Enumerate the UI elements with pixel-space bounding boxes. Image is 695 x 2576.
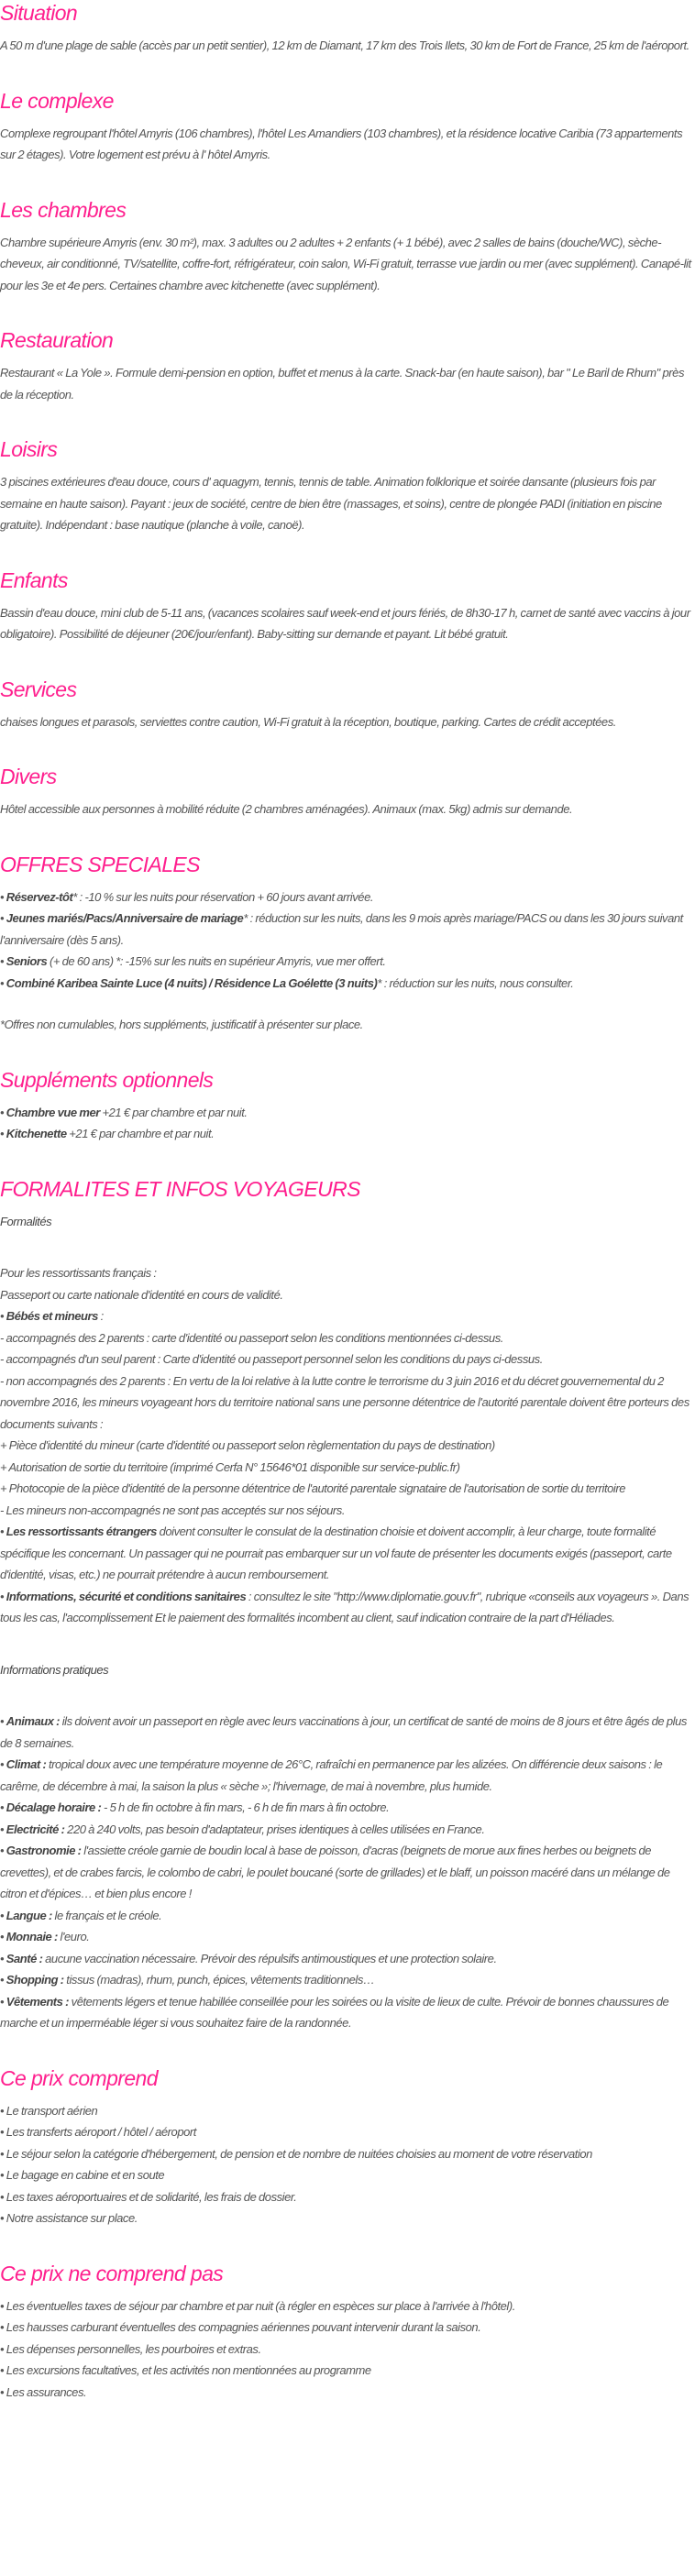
offer-name: Jeunes mariés/Pacs/Anniversaire de mariage	[6, 911, 244, 925]
subheading-infos-pratiques: Informations pratiques	[0, 1662, 109, 1677]
section-text: A 50 m d'une plage de sable (accès par un petit sentier), 12 km de Diamant, 17 km des Trois Ilets, 30 km de Fort de France, 25 km de l'aéroport.	[0, 39, 689, 52]
spacer	[0, 1232, 695, 1253]
bullet-icon: •	[0, 1714, 6, 1728]
formalite-line	[0, 1262, 695, 1284]
offer-text: * : réduction sur les nuits, nous consulter.	[377, 975, 574, 990]
section-text: 3 piscines extérieures d'eau douce, cours d' aquagym, tennis, tennis de table. Animation folklorique et soirée dansante (plusieurs fois par semaine en haute saison). Payant : jeux de société, centre de bien être (massages, et soins), centre de plongée PADI (initiation en piscine gratuite). Indépendant : base nautique (planche à voile, canoë).	[0, 475, 662, 532]
offers-list	[0, 886, 695, 995]
bullet-icon: •	[0, 1127, 6, 1140]
bullet-icon: •	[0, 1951, 6, 1965]
bullet-icon: •	[0, 1844, 6, 1857]
formalite-line	[0, 1500, 695, 1522]
included-item: • Notre assistance sur place.	[0, 2211, 138, 2225]
bullet-icon: •	[0, 1973, 6, 1987]
offer-text: (+ de 60 ans) *: -15% sur les nuits en supérieur Amyris, vue mer offert.	[47, 954, 386, 968]
line-label: Les ressortissants étrangers	[6, 1525, 157, 1538]
info-label: Animaux :	[6, 1714, 61, 1728]
section-title: OFFRES SPECIALES	[0, 852, 200, 876]
section-text: Chambre supérieure Amyris (env. 30 m²), max. 3 adultes ou 2 adultes + 2 enfants (+ 1 bébé), avec 2 salles de bains (douche/WC), sèche-cheveux, air conditionné, TV/satellite, coffre-fort, réfrigérateur, coin salon, Wi-Fi gratuit, terrasse vue jardin ou mer (avec supplément). Canapé-lit pour les 3e et 4e pers. Certaines chambre avec kitchenette (avec supplément).	[0, 235, 691, 292]
section-title: Services	[0, 677, 77, 701]
supplement-item	[0, 1102, 695, 1124]
supplement-price: +21 € par chambre et par nuit.	[99, 1105, 248, 1119]
section-situation	[0, 0, 695, 57]
formalite-line	[0, 1521, 695, 1586]
section-title: Restauration	[0, 328, 114, 352]
formalite-line	[0, 1305, 695, 1327]
offer-name: Réservez-tôt	[6, 889, 73, 904]
section-text: chaises longues et parasols, serviettes contre caution, Wi-Fi gratuit à la réception, boutique, parking. Cartes de crédit acceptées.	[0, 714, 616, 729]
bullet-icon: •	[0, 1589, 6, 1603]
info-label: Climat :	[6, 1757, 47, 1771]
included-item: • Le bagage en cabine et en soute	[0, 2168, 165, 2182]
bullet-icon: •	[0, 954, 6, 968]
line-text: + Autorisation de sortie du territoire (imprimé Cerfa N° 15646*01 disponible sur service-public.fr)	[0, 1459, 460, 1474]
info-item	[0, 1754, 695, 1797]
section-loisirs	[0, 436, 695, 536]
offer-name: Seniors	[6, 954, 48, 968]
line-text: : consultez le site "http://www.diplomatie.gouv.fr", rubrique «conseils aux voyageurs ». Dans tous les cas, l'accomplissement Et le paiement des formalités incombent au client, sauf indication contraire de la part d'Héliades.	[0, 1589, 689, 1624]
line-text: doivent consulter le consulat de la destination choisie et doivent accomplir, à leur charge, toute formalité spécifique les concernant. Un passager qui ne pourrait pas embarquer sur un vol faute de présenter les documents exigés (passeport, carte d'identité, visas, etc.) ne pourrait prétendre à aucun remboursement.	[0, 1525, 672, 1581]
offer-name: Combiné Karibea Sainte Luce (4 nuits) / Résidence La Goélette (3 nuits)	[6, 975, 378, 990]
info-label: Langue :	[6, 1908, 52, 1922]
bullet-icon: •	[0, 1309, 6, 1323]
info-item	[0, 1905, 695, 1927]
supplement-name: Chambre vue mer	[6, 1105, 100, 1119]
offer-item	[0, 951, 695, 973]
subheading-formalites: Formalités	[0, 1214, 52, 1228]
line-text: Pour les ressortissants français :	[0, 1266, 157, 1280]
offer-item	[0, 973, 695, 995]
bullet-icon: •	[0, 1930, 6, 1943]
offer-item	[0, 886, 695, 908]
bullet-icon: •	[0, 889, 6, 904]
info-item	[0, 1991, 695, 2034]
formalite-line	[0, 1284, 695, 1306]
info-text: tissus (madras), rhum, punch, épices, vêtements traditionnels…	[63, 1973, 375, 1987]
info-text: l'euro.	[57, 1930, 90, 1943]
line-label: Bébés et mineurs	[6, 1309, 98, 1323]
info-label: Vêtements :	[6, 1994, 70, 2009]
supplement-item	[0, 1123, 695, 1145]
formalite-line	[0, 1435, 695, 1457]
offer-text: * : -10 % sur les nuits pour réservation + 60 jours avant arrivée.	[72, 889, 374, 904]
info-item	[0, 1711, 695, 1754]
section-title: Enfants	[0, 567, 68, 592]
section-title: Le complexe	[0, 88, 114, 113]
bullet-icon: •	[0, 1757, 6, 1771]
bullet-icon: •	[0, 975, 6, 990]
excluded-item: • Les éventuelles taxes de séjour par chambre et par nuit (à régler en espèces sur place à l'arrivée à l'hôtel).	[0, 2298, 515, 2313]
section-text: Hôtel accessible aux personnes à mobilité réduite (2 chambres aménagées). Animaux (max. 5kg) admis sur demande.	[0, 802, 573, 816]
info-label: Décalage horaire :	[6, 1800, 102, 1814]
section-prix-comprend	[0, 2065, 695, 2229]
bullet-icon: •	[0, 1800, 6, 1814]
info-label: Shopping :	[6, 1973, 64, 1987]
excluded-item: • Les assurances.	[0, 2384, 87, 2399]
bullet-icon: •	[0, 1994, 6, 2009]
info-item	[0, 1948, 695, 1970]
section-supplements	[0, 1067, 695, 1145]
info-label: Gastronomie :	[6, 1844, 82, 1857]
offer-text: * : réduction sur les nuits, dans les 9 mois après mariage/PACS ou dans les 30 jours suivant l'anniversaire (dès 5 ans).	[0, 911, 683, 947]
info-text: le français et le créole.	[51, 1908, 162, 1922]
section-divers	[0, 764, 695, 820]
excluded-list	[0, 2295, 695, 2404]
bullet-icon: •	[0, 1525, 6, 1538]
info-text: 220 à 240 volts, pas besoin d'adaptateur, prises identiques à celles utilisées en France.	[64, 1822, 485, 1836]
info-item	[0, 1969, 695, 1991]
info-text: aucune vaccination nécessaire. Prévoir des répulsifs antimoustiques et une protection solaire.	[42, 1951, 497, 1965]
bullet-icon: •	[0, 1908, 6, 1922]
supplement-price: +21 € par chambre et par nuit.	[66, 1127, 215, 1140]
line-text: - accompagnés des 2 parents : carte d'identité ou passeport selon les conditions mentionnées ci-dessus.	[0, 1330, 503, 1345]
included-item: • Le transport aérien	[0, 2103, 98, 2118]
section-title: Situation	[0, 1, 78, 25]
section-title: Loisirs	[0, 437, 58, 461]
included-item: • Le séjour selon la catégorie d'hébergement, de pension et de nombre de nuitées choisies au moment de votre réservation	[0, 2146, 592, 2161]
formalite-line	[0, 1349, 695, 1371]
bullet-icon: •	[0, 1822, 6, 1836]
bullet-icon: •	[0, 1105, 6, 1119]
offer-item	[0, 908, 695, 951]
line-text: Passeport ou carte nationale d'identité en cours de validité.	[0, 1287, 283, 1302]
info-text: - 5 h de fin octobre à fin mars, - 6 h de fin mars à fin octobre.	[101, 1800, 390, 1814]
formalite-line	[0, 1327, 695, 1349]
offers-footnote: *Offres non cumulables, hors suppléments, justificatif à présenter sur place.	[0, 1018, 363, 1031]
info-label: Santé :	[6, 1951, 43, 1965]
section-enfants	[0, 567, 695, 645]
section-prix-ne-comprend-pas	[0, 2261, 695, 2404]
section-complexe	[0, 88, 695, 166]
section-text: Restaurant « La Yole ». Formule demi-pension en option, buffet et menus à la carte. Snack-bar (en haute saison), bar " Le Baril de Rhum" près de la réception.	[0, 366, 684, 402]
supplements-list	[0, 1102, 695, 1145]
line-text: - accompagnés d'un seul parent : Carte d'identité ou passeport personnel selon les conditions du pays ci-dessus.	[0, 1352, 543, 1366]
excluded-item: • Les excursions facultatives, et les activités non mentionnées au programme	[0, 2363, 371, 2377]
included-item: • Les transferts aéroport / hôtel / aéroport	[0, 2125, 196, 2139]
info-label: Electricité :	[6, 1822, 65, 1836]
info-text: vêtements légers et tenue habillée conseillée pour les soirées ou la visite de lieux de culte. Prévoir de bonnes chaussures de marche et un imperméable léger si vous souhaitez faire de la randonnée.	[0, 1994, 669, 2030]
excluded-item: • Les dépenses personnelles, les pourboires et extras.	[0, 2341, 261, 2356]
supplement-name: Kitchenette	[6, 1127, 67, 1140]
formalites-list	[0, 1262, 695, 1629]
formalite-line	[0, 1371, 695, 1436]
formalite-line	[0, 1586, 695, 1629]
section-title: Ce prix comprend	[0, 2065, 158, 2090]
info-item	[0, 1840, 695, 1905]
infos-pratiques-list	[0, 1711, 695, 2034]
formalite-line	[0, 1478, 695, 1500]
excluded-item: • Les hausses carburant éventuelles des compagnies aériennes pouvant intervenir durant la saison.	[0, 2320, 481, 2334]
formalite-line	[0, 1457, 695, 1479]
section-title: FORMALITES ET INFOS VOYAGEURS	[0, 1176, 360, 1201]
section-formalites	[0, 1176, 695, 2034]
info-text: ils doivent avoir un passeport en règle avec leurs vaccinations à jour, un certificat de santé de moins de 8 jours et être âgés de plus de 8 semaines.	[0, 1714, 687, 1750]
section-text: Complexe regroupant l'hôtel Amyris (106 chambres), l'hôtel Les Amandiers (103 chambres), et la résidence locative Caribia (73 appartements sur 2 étages). Votre logement est prévu à l' hôtel Amyris.	[0, 126, 683, 161]
line-text: + Photocopie de la pièce d'identité de la personne détentrice de l'autorité parentale signataire de l'autorisation de sortie du territoire	[0, 1481, 626, 1495]
section-title: Les chambres	[0, 197, 127, 222]
section-chambres	[0, 197, 695, 297]
info-text: l'assiette créole garnie de boudin local à base de poisson, d'acras (beignets de morue aux fines herbes ou beignets de crevettes), et de crabes farcis, le colombo de cabri, le poulet boucané (sorte de grillades) et le blaff, un poisson macéré dans un mélange de citron et d'épices… et bien plus encore !	[0, 1844, 670, 1900]
line-text: - Les mineurs non-accompagnés ne sont pas acceptés sur nos séjours.	[0, 1503, 346, 1517]
included-list	[0, 2100, 695, 2229]
section-offres-speciales	[0, 852, 695, 1036]
info-item	[0, 1819, 695, 1841]
section-title: Ce prix ne comprend pas	[0, 2261, 224, 2285]
line-text: :	[97, 1309, 104, 1323]
bullet-icon: •	[0, 911, 6, 925]
spacer	[0, 1629, 695, 1650]
spacer	[0, 1680, 695, 1701]
section-title: Divers	[0, 765, 57, 788]
info-item	[0, 1926, 695, 1948]
info-text: tropical doux avec une température moyenne de 26°C, rafraîchi en permanence par les alizées. On différencie deux saisons : le carême, de décembre à mai, la saison la plus « sèche »; l'hivernage, de mai à novembre, plus humide.	[0, 1757, 663, 1793]
section-services	[0, 677, 695, 733]
line-text: - non accompagnés des 2 parents : En vertu de la loi relative à la lutte contre le terrorisme du 3 juin 2016 et du décret gouvernemental du 2 novembre 2016, les mineurs voyageant hors du territoire national sans une personne détentrice de l'autorité parentale doivent être porteurs des documents suivants :	[0, 1373, 689, 1431]
section-title: Suppléments optionnels	[0, 1067, 214, 1092]
section-text: Bassin d'eau douce, mini club de 5-11 ans, (vacances scolaires sauf week-end et jours fériés, de 8h30-17 h, carnet de santé avec vaccins à jour obligatoire). Possibilité de déjeuner (20€/jour/enfant). Baby-sitting sur demande et payant. Lit bébé gratuit.	[0, 605, 690, 641]
line-text: + Pièce d'identité du mineur (carte d'identité ou passeport selon règlementation du pays de destination)	[0, 1438, 495, 1452]
line-label: Informations, sécurité et conditions sanitaires	[6, 1589, 247, 1603]
info-label: Monnaie :	[6, 1930, 58, 1943]
included-item: • Les taxes aéroportuaires et de solidarité, les frais de dossier.	[0, 2189, 297, 2204]
section-restauration	[0, 327, 695, 405]
info-item	[0, 1797, 695, 1819]
